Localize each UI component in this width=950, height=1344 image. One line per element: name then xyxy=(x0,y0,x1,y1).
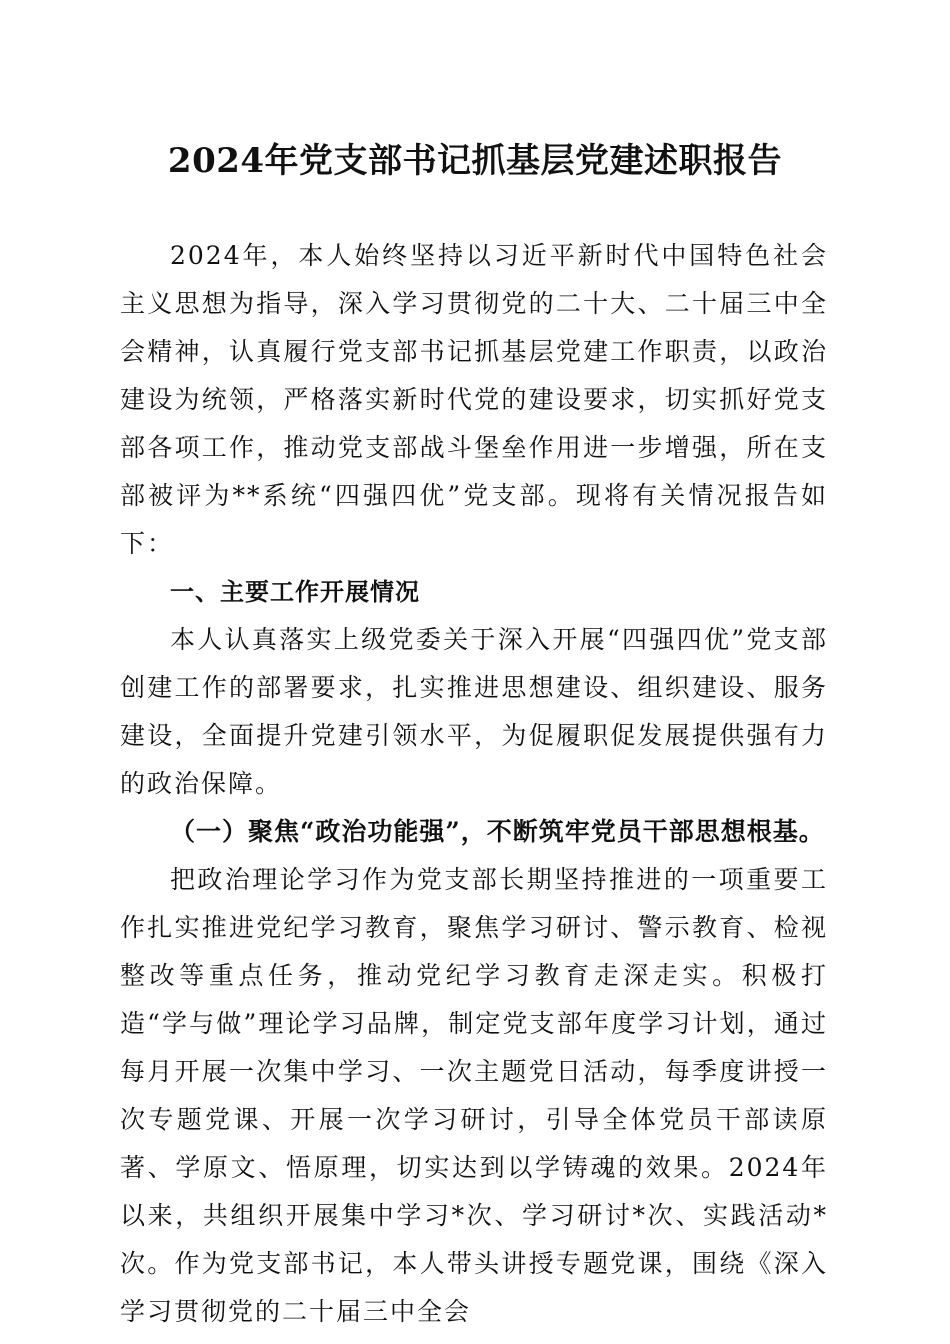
document-body xyxy=(120,232,828,1336)
intro-paragraph: 2024年，本人始终坚持以习近平新时代中国特色社会主义思想为指导，深入学习贯彻党的二十大、二十届三中全会精神，认真履行党支部书记抓基层党建工作职责，以政治建设为统领，严格落实新时代党的建设要求，切实抓好党支部各项工作，推动党支部战斗堡垒作用进一步增强，所在支部被评为**系统“四强四优”党支部。现将有关情况报告如下： xyxy=(120,241,828,558)
document-title: 2024年党支部书记抓基层党建述职报告 xyxy=(167,141,783,181)
section-heading-main-work: 一、主要工作开展情况 xyxy=(170,578,420,606)
subsection-heading-political-function: （一）聚焦“政治功能强”，不断筑牢党员干部思想根基。 xyxy=(170,817,825,846)
subsection-paragraph-political-function: 把政治理论学习作为党支部长期坚持推进的一项重要工作扎实推进党纪学习教育，聚焦学习研讨、警示教育、检视整改等重点任务，推动党纪学习教育走深走实。积极打造“学与做”理论学习品牌，制定党支部年度学习计划，通过每月开展一次集中学习、一次主题党日活动，每季度讲授一次专题党课、开展一次学习研讨，引导全体党员干部读原著、学原文、悟原理，切实达到以学铸魂的效果。2024年以来，共组织开展集中学习*次、学习研讨*次、实践活动*次。作为党支部书记，本人带头讲授专题党课，围绕《深入学习贯彻党的二十届三中全会 xyxy=(120,865,828,1326)
section-paragraph-main-work: 本人认真落实上级党委关于深入开展“四强四优”党支部创建工作的部署要求，扎实推进思想建设、组织建设、服务建设，全面提升党建引领水平，为促履职促发展提供强有力的政治保障。 xyxy=(120,625,828,798)
